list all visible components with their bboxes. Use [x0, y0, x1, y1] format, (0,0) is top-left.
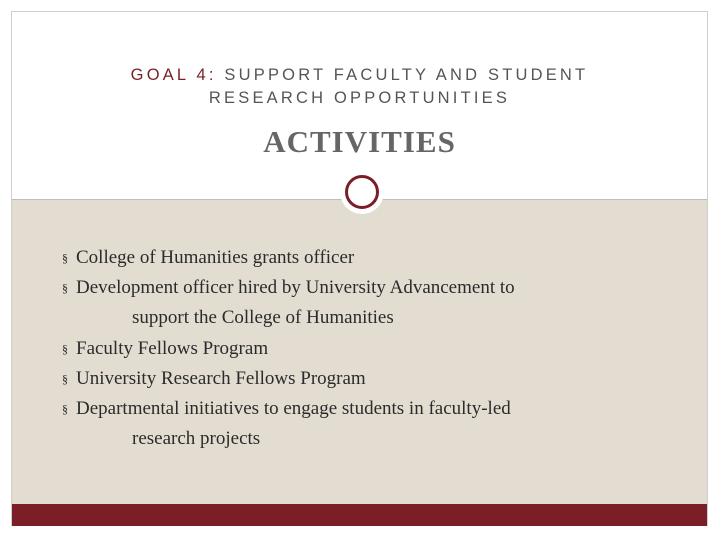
bullet-list: [62, 243, 515, 454]
bullet-text: Departmental initiatives to engage students in faculty-led: [76, 398, 511, 420]
bullet-continuation: research projects: [132, 428, 261, 450]
list-item: [62, 364, 515, 394]
goal-label: GOAL 4:: [130, 66, 217, 84]
title-line-2: RESEARCH OPPORTUNITIES: [208, 89, 511, 107]
bullet-icon: §: [62, 251, 68, 265]
bullet-continuation: support the College of Humanities: [132, 307, 394, 329]
ring-icon: [345, 175, 379, 209]
list-item: [62, 334, 515, 364]
bullet-icon: §: [62, 281, 68, 296]
list-item: [62, 273, 515, 333]
bullet-text: College of Humanities grants officer: [76, 247, 355, 268]
list-item: [62, 243, 515, 273]
footer-bar: [12, 504, 707, 526]
bullet-text: Development officer hired by University Advancement to: [76, 277, 515, 299]
slide-title: [12, 64, 707, 110]
bullet-icon: §: [62, 371, 68, 386]
title-line-1: SUPPORT FACULTY AND STUDENT: [216, 66, 589, 84]
bullet-icon: §: [62, 341, 68, 356]
bullet-text: University Research Fellows Program: [76, 367, 366, 389]
bullet-icon: §: [62, 402, 68, 417]
list-item: [62, 394, 515, 454]
section-heading: ACTIVITIES: [263, 124, 456, 159]
divider-ornament: [340, 170, 384, 214]
bullet-text: Faculty Fellows Program: [76, 337, 269, 359]
